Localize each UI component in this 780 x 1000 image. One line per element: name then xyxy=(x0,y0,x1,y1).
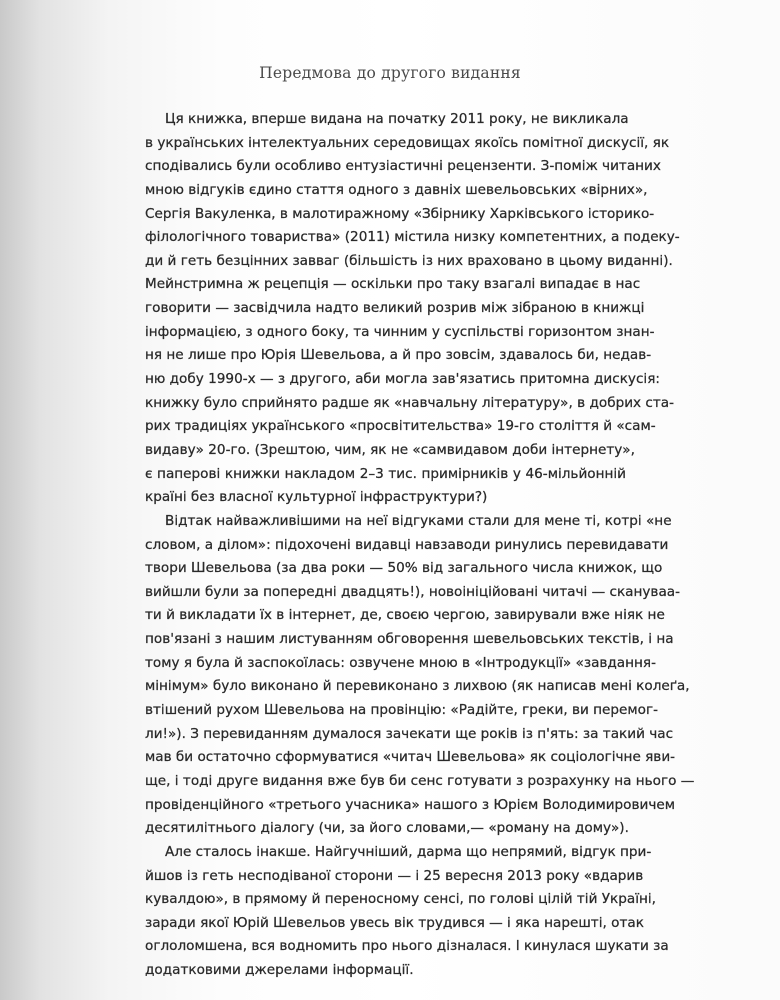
text-line: мінімум» було виконано й перевиконано з лихвою (як написав мені колеґа, xyxy=(145,678,690,695)
text-line: ще, і тоді друге видання вже був би сенс готувати з розрахунку на нього — xyxy=(145,772,695,789)
text-line: пов'язані з нашим листуванням обговорення шевельовських текстів, і на xyxy=(145,631,674,648)
text-line: в українських інтелектуальних середовищах якоїсь помітної дискусії, як xyxy=(145,134,670,151)
text-line: ню добу 1990-х — з другого, аби могла зав'язатись притомна дискусія: xyxy=(145,371,660,388)
body-text xyxy=(145,108,695,983)
text-line: філологічного товариства» (2011) містила низку компетентних, а подеку- xyxy=(145,229,680,246)
text-line: вийшли були за попередні двадцять!), новоініційовані читачі — скануваа- xyxy=(145,583,681,600)
text-line: провіденційного «третього учасника» нашого з Юрієм Володимировичем xyxy=(145,796,675,813)
text-line: ли!»). З перевиданням думалося зачекати ще років із п'ять: за такий час xyxy=(145,725,674,742)
text-line: ня не лише про Юрія Шевельова, а й про зовсім, здавалось би, недав- xyxy=(145,347,652,364)
text-line: ти й викладати їх в інтернет, де, своєю чергою, завирували вже ніяк не xyxy=(145,607,665,624)
text-line: ди й геть безцінних завваг (більшість із них враховано в цьому виданні). xyxy=(145,252,673,269)
text-line: Ця книжка, вперше видана на початку 2011 року, не викликала xyxy=(165,111,629,127)
text-line: рих традиціях українського «просвітительства» 19-го століття й «сам- xyxy=(145,418,656,435)
text-line: книжку було сприйнято радше як «навчальну літературу», в добрих ста- xyxy=(145,394,675,411)
text-line: тому я була й заспокоїлась: озвучене мною в «Інтродукції» «завдання- xyxy=(145,654,657,671)
text-line: Мейнстримна ж рецепція — оскільки про таку взагалі випадає в нас xyxy=(145,276,641,293)
text-line: видаву» 20-го. (Зрештою, чим, як не «самвидавом доби інтернету», xyxy=(145,441,635,458)
text-line: Відтак найважливішими на неї відгуками стали для мене ті, котрі «не xyxy=(165,512,672,529)
text-line: сподівались були особливо ентузіастичні рецензенти. З-поміж читаних xyxy=(145,158,661,175)
text-line: інформацією, з одного боку, та чинним у суспільстві горизонтом знан- xyxy=(145,323,655,340)
text-line: є паперові книжки накладом 2–3 тис. примірників у 46-мільйонній xyxy=(145,465,626,482)
text-line: твори Шевельова (за два роки — 50% від загального числа книжок, що xyxy=(145,560,663,577)
text-line: країні без власної культурної інфраструктури?) xyxy=(145,489,488,506)
text-line: Але сталось інакше. Найгучніший, дарма що непрямий, відгук при- xyxy=(165,843,652,860)
text-line: словом, а ділом»: підохочені видавці навзаводи ринулись перевидавати xyxy=(145,536,669,553)
page-heading: Передмова до другого видання xyxy=(259,64,521,82)
text-line: заради якої Юрій Шевельов увесь вік трудився — і яка нарешті, отак xyxy=(145,914,644,931)
text-line: говорити — засвідчила надто великий розрив між зібраною в книжці xyxy=(145,300,645,317)
text-line: мною відгуків єдино стаття одного з давніх шевельовських «вірних», xyxy=(145,181,648,198)
text-line: кувалдою», в прямому й переносному сенсі, по голові цілій тій Україні, xyxy=(145,891,656,908)
text-line: оглоломшена, вся водномить про нього дізналася. І кинулася шукати за xyxy=(145,938,669,955)
text-line: Сергія Вакуленка, в малотиражному «Збірнику Харківського історико- xyxy=(145,205,655,222)
text-line: мав би остаточно сформуватися «читач Шевельова» як соціологічне яви- xyxy=(145,749,676,766)
text-line: десятилітнього діалогу (чи, за його словами,— «роману на дому»). xyxy=(145,820,629,837)
text-line: йшов із геть несподіваної сторони — і 25 вересня 2013 року «вдарив xyxy=(145,867,644,884)
text-line: втішений рухом Шевельова на провінцію: «Радійте, греки, ви перемог- xyxy=(145,702,659,719)
text-line: додатковими джерелами інформації. xyxy=(145,962,414,979)
